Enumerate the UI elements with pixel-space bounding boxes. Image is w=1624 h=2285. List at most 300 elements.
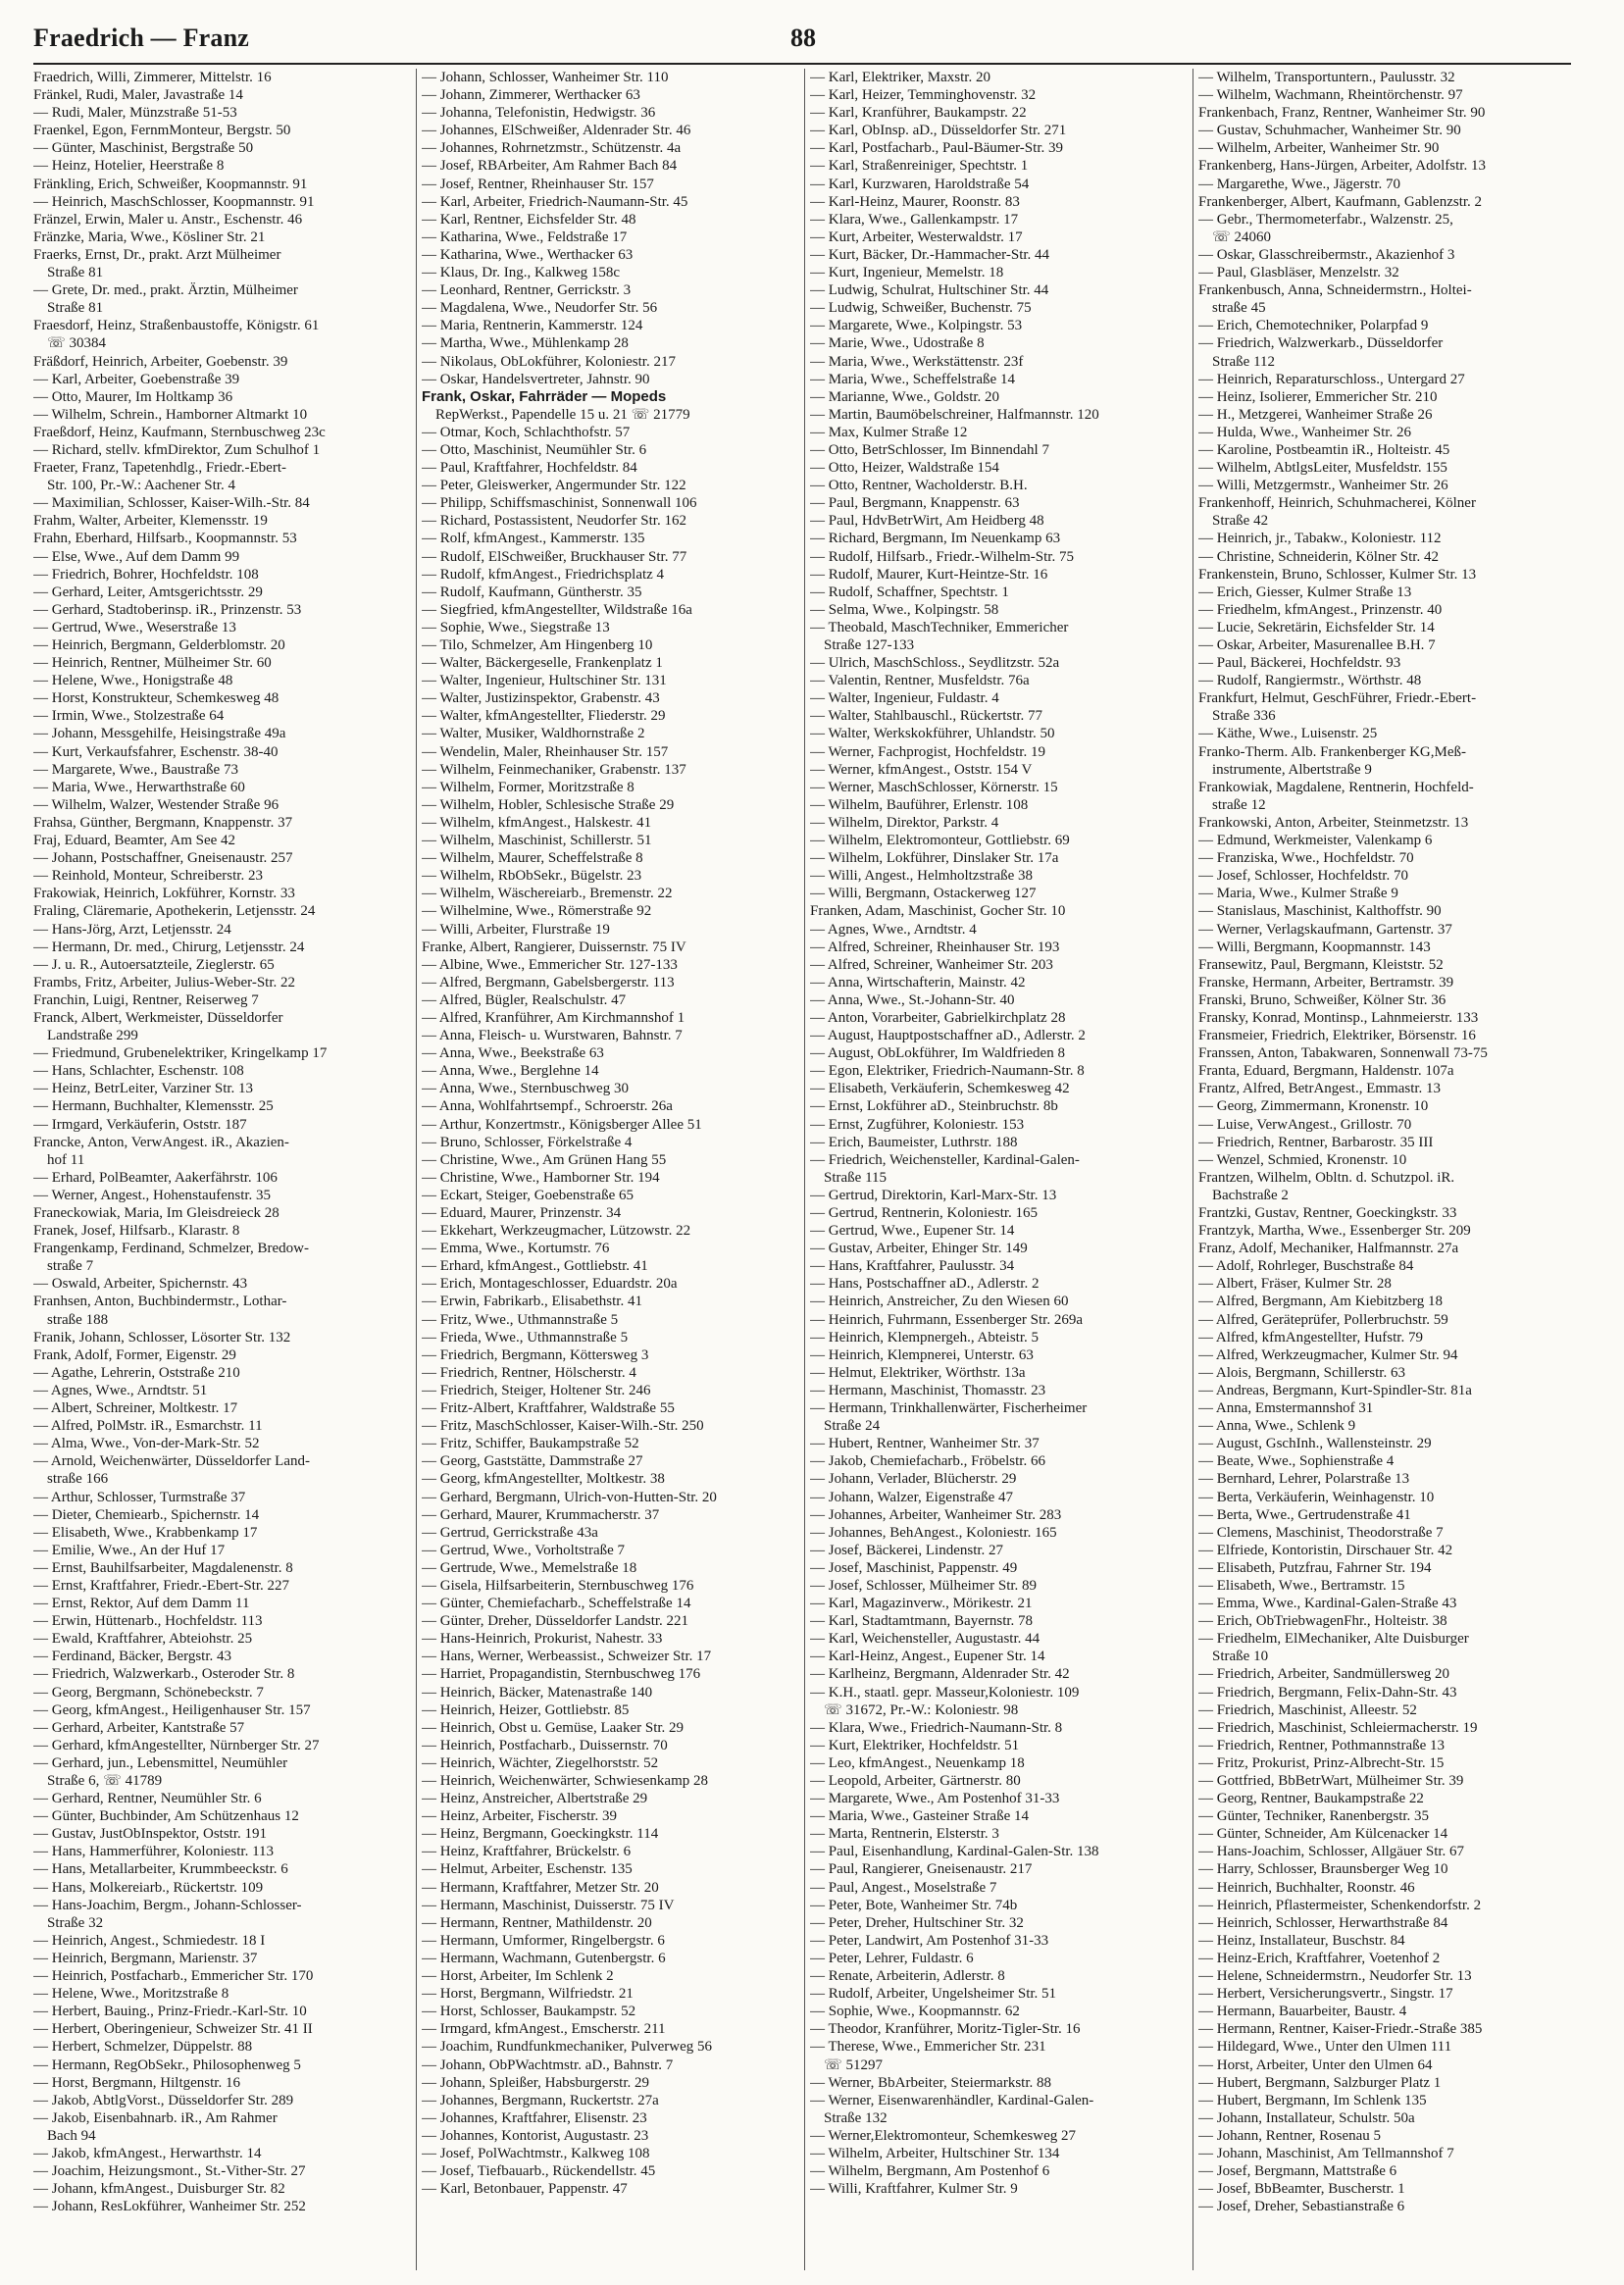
directory-entry: — Maria, Wwe., Scheffelstraße 14 [810, 371, 1015, 387]
directory-entry: — Heinrich, Klempnerei, Unterstr. 63 [810, 1346, 1034, 1363]
directory-entry: — Ferdinand, Bäcker, Bergstr. 43 [33, 1649, 232, 1665]
directory-entry: — Peter, Lehrer, Fuldastr. 6 [810, 1950, 974, 1966]
directory-entry: — Heinz, Hotelier, Heerstraße 8 [33, 158, 225, 175]
directory-entry: — Paul, HdvBetrWirt, Am Heidberg 48 [810, 513, 1044, 530]
directory-entry: — Johannes, Kraftfahrer, Elisenstr. 23 [422, 2109, 647, 2126]
entry-continuation: ☏ 24060 [1212, 228, 1272, 245]
directory-entry: — Gustav, JustObInspektor, Oststr. 191 [33, 1826, 268, 1843]
directory-entry: — Josef, Schlosser, Mülheimer Str. 89 [810, 1577, 1038, 1594]
directory-entry: — Günter, Dreher, Düsseldorfer Landstr. 221 [422, 1613, 689, 1630]
directory-entry: — Walter, Musiker, Waldhornstraße 2 [422, 726, 645, 742]
directory-entry: — Hans-Heinrich, Prokurist, Nahestr. 33 [422, 1631, 663, 1648]
directory-entry: — Gertrude, Wwe., Memelstraße 18 [422, 1559, 637, 1576]
directory-entry: — Hermann, Kraftfahrer, Metzer Str. 20 [422, 1879, 659, 1896]
directory-entry: — Karl, Arbeiter, Friedrich-Naumann-Str. 45 [422, 193, 688, 210]
directory-entry: — Peter, Gleiswerker, Angermunder Str. 122 [422, 478, 686, 494]
directory-entry: — Ernst, Kraftfahrer, Friedr.-Ebert-Str. 227 [33, 1577, 289, 1594]
directory-entry: — Anton, Vorarbeiter, Gabrielkirchplatz 28 [810, 1009, 1066, 1026]
directory-entry: Frankowiak, Magdalene, Rentnerin, Hochfeld- [1198, 779, 1474, 795]
directory-entry: — Anna, Emstermannshof 31 [1198, 1400, 1374, 1417]
directory-entry: — Ewald, Kraftfahrer, Abteiohstr. 25 [33, 1631, 253, 1648]
directory-entry: — K.H., staatl. gepr. Masseur,Koloniestr. 109 [810, 1684, 1080, 1701]
directory-entry: — Anna, Wwe., Sternbuschweg 30 [422, 1081, 629, 1097]
directory-entry: — Gertrud, Wwe., Eupener Str. 14 [810, 1223, 1015, 1240]
directory-entry: — Heinrich, Angest., Schmiedestr. 18 I [33, 1932, 266, 1949]
directory-entry: — Gertrud, Wwe., Weserstraße 13 [33, 619, 236, 635]
directory-entry: Frantzyk, Martha, Wwe., Essenberger Str. 209 [1198, 1223, 1471, 1240]
directory-entry: — Karl-Heinz, Angest., Eupener Str. 14 [810, 1649, 1045, 1665]
directory-entry: — Peter, Landwirt, Am Postenhof 31-33 [810, 1932, 1049, 1949]
directory-entry: — Josef, Schlosser, Hochfeldstr. 70 [1198, 868, 1408, 885]
directory-entry: — H., Metzgerei, Wanheimer Straße 26 [1198, 406, 1433, 423]
directory-entry: — Georg, kfmAngest., Heiligenhauser Str. 157 [33, 1701, 311, 1718]
directory-entry: — Jakob, AbtlgVorst., Düsseldorfer Str. 289 [33, 2092, 294, 2108]
directory-entry: — Erich, Baumeister, Luthrstr. 188 [810, 1134, 1018, 1150]
directory-entry: — Rudi, Maler, Münzstraße 51-53 [33, 105, 237, 122]
directory-entry: — Richard, Bergmann, Im Neuenkamp 63 [810, 531, 1061, 547]
entry-continuation: straße 7 [47, 1258, 94, 1275]
directory-entry: — Wilhelm, Walzer, Westender Straße 96 [33, 796, 279, 813]
directory-entry: — Kurt, Arbeiter, Westerwaldstr. 17 [810, 228, 1023, 245]
directory-entry: — Karl, Heizer, Temminghovenstr. 32 [810, 87, 1037, 104]
directory-entry: Franko-Therm. Alb. Frankenberger KG,Meß- [1198, 743, 1466, 760]
directory-entry: — Erich, Montageschlosser, Eduardstr. 20a [422, 1276, 678, 1293]
directory-entry: — Friedrich, Steiger, Holtener Str. 246 [422, 1382, 651, 1398]
directory-entry: — Josef, Bergmann, Mattstraße 6 [1198, 2163, 1397, 2180]
directory-entry: — Peter, Dreher, Hultschiner Str. 32 [810, 1914, 1024, 1931]
directory-entry: — Margarete, Wwe., Kolpingstr. 53 [810, 318, 1023, 334]
directory-entry: — Grete, Dr. med., prakt. Ärztin, Mülheimer [33, 282, 298, 299]
directory-entry: — Gisela, Hilfsarbeiterin, Sternbuschweg 176 [422, 1577, 694, 1594]
directory-entry: — Oskar, Handelsvertreter, Jahnstr. 90 [422, 371, 650, 387]
entry-continuation: Straße 81 [47, 300, 104, 317]
directory-entry: — Günter, Techniker, Ranenbergstr. 35 [1198, 1808, 1430, 1825]
directory-entry: — Heinz, Installateur, Buschstr. 84 [1198, 1932, 1405, 1949]
directory-entry: — Gertrud, Gerrickstraße 43a [422, 1524, 598, 1541]
directory-entry: — Ernst, Zugführer, Koloniestr. 153 [810, 1116, 1025, 1133]
directory-entry: — Anna, Wwe., Berglehne 14 [422, 1063, 599, 1080]
directory-entry: — Leonhard, Rentner, Gerrickstr. 3 [422, 282, 632, 299]
directory-entry: — Georg, Gaststätte, Dammstraße 27 [422, 1453, 643, 1470]
directory-entry: — Otto, Rentner, Wacholderstr. B.H. [810, 478, 1028, 494]
directory-entry: — Gerhard, Stadtoberinsp. iR., Prinzenstr. 53 [33, 601, 302, 618]
directory-entry: — Anna, Wohlfahrtsempf., Schroerstr. 26a [422, 1098, 673, 1115]
directory-entry: — Oswald, Arbeiter, Spichernstr. 43 [33, 1276, 248, 1293]
directory-entry: — Christine, Wwe., Am Grünen Hang 55 [422, 1151, 667, 1168]
directory-entry: — Heinrich, Rentner, Mülheimer Str. 60 [33, 655, 272, 672]
directory-entry: — Fritz-Albert, Kraftfahrer, Waldstraße 55 [422, 1400, 675, 1417]
directory-entry: — Wilhelm, Maurer, Scheffelstraße 8 [422, 850, 643, 867]
directory-entry: — Valentin, Rentner, Musfeldstr. 76a [810, 673, 1030, 689]
directory-entry: Fransky, Konrad, Montinsp., Lahnmeierstr. 133 [1198, 1009, 1479, 1026]
directory-entry: — Hermann, Rentner, Mathildenstr. 20 [422, 1914, 652, 1931]
directory-entry: — Hans, Molkereiarb., Rückertstr. 109 [33, 1879, 264, 1896]
directory-entry: — Johann, Messgehilfe, Heisingstraße 49a [33, 726, 286, 742]
directory-entry: — Hans-Joachim, Schlosser, Allgäuer Str. 67 [1198, 1844, 1465, 1860]
directory-entry: — Gerhard, Maurer, Krummacherstr. 37 [422, 1506, 660, 1523]
directory-entry: — Helene, Schneidermstrn., Neudorfer Str. 13 [1198, 1968, 1472, 1985]
directory-entry: — Erich, Chemotechniker, Polarpfad 9 [1198, 318, 1429, 334]
directory-entry: — Agnes, Wwe., Arndtstr. 51 [33, 1382, 208, 1398]
directory-entry: — Karl, ObInsp. aD., Düsseldorfer Str. 271 [810, 123, 1067, 139]
directory-entry: — Erhard, PolBeamter, Aakerfährstr. 106 [33, 1169, 278, 1186]
directory-entry: — Karl, Straßenreiniger, Spechtstr. 1 [810, 158, 1029, 175]
entry-continuation: Straße 81 [47, 265, 104, 281]
directory-entry: — Agnes, Wwe., Arndtstr. 4 [810, 921, 977, 938]
directory-entry: — Oskar, Glasschreibermstr., Akazienhof 3 [1198, 246, 1455, 263]
directory-entry: Frantz, Alfred, BetrAngest., Emmastr. 13 [1198, 1081, 1442, 1097]
directory-entry: — Wilhelm, Elektromonteur, Gottliebstr. 69 [810, 833, 1070, 849]
directory-entry: — Heinrich, Postfacharb., Duissernstr. 70 [422, 1737, 668, 1753]
directory-entry: — Jakob, Chemiefacharb., Fröbelstr. 66 [810, 1453, 1045, 1470]
directory-entry: — Johann, Schlosser, Wanheimer Str. 110 [422, 70, 669, 85]
directory-entry: — Christine, Wwe., Hamborner Str. 194 [422, 1169, 660, 1186]
directory-entry: — Werner, Fachprogist, Hochfeldstr. 19 [810, 743, 1045, 760]
directory-entry: — Günter, Buchbinder, Am Schützenhaus 12 [33, 1808, 299, 1825]
directory-entry: Frankenberg, Hans-Jürgen, Arbeiter, Adolfstr. 13 [1198, 158, 1486, 175]
directory-entry: — Marianne, Wwe., Goldstr. 20 [810, 388, 1000, 405]
directory-entry: — Hans, Postschaffner aD., Adlerstr. 2 [810, 1276, 1040, 1293]
directory-entry: — Friedrich, Walzwerkarb., Düsseldorfer [1198, 335, 1444, 352]
directory-entry: Franke, Albert, Rangierer, Duissernstr. 75 IV [422, 939, 686, 955]
directory-entry: — Irmin, Wwe., Stolzestraße 64 [33, 708, 225, 725]
directory-entry: — Bernhard, Lehrer, Polarstraße 13 [1198, 1471, 1410, 1488]
directory-entry: — Willi, Bergmann, Koopmannstr. 143 [1198, 939, 1431, 955]
directory-entry: Fraesdorf, Heinz, Straßenbaustoffe, Königstr. 61 [33, 318, 320, 334]
directory-entry: — Werner,Elektromonteur, Schemkesweg 27 [810, 2127, 1076, 2144]
directory-entry: — Georg, Rentner, Baukampstraße 22 [1198, 1791, 1424, 1807]
directory-entry: — Wilhelm, Bergmann, Am Postenhof 6 [810, 2163, 1050, 2180]
directory-entry: — Wilhelm, AbtlgsLeiter, Musfeldstr. 155 [1198, 460, 1447, 477]
directory-entry: Franchin, Luigi, Rentner, Reiserweg 7 [33, 991, 259, 1008]
directory-entry: — Friedrich, Weichensteller, Kardinal-Galen- [810, 1151, 1080, 1168]
directory-entry: — Walter, Ingenieur, Fuldastr. 4 [810, 690, 999, 707]
directory-entry: — Friedrich, Rentner, Hölscherstr. 4 [422, 1364, 636, 1381]
directory-entry: Frankfurt, Helmut, GeschFührer, Friedr.-Ebert- [1198, 690, 1477, 707]
directory-entry: — Dieter, Chemiearb., Spichernstr. 14 [33, 1506, 260, 1523]
directory-entry: — Johanna, Telefonistin, Hedwigstr. 36 [422, 105, 656, 122]
directory-entry: — Karlheinz, Bergmann, Aldenrader Str. 42 [810, 1666, 1070, 1683]
directory-entry: — Beate, Wwe., Sophienstraße 4 [1198, 1453, 1395, 1470]
directory-entry: — Günter, Chemiefacharb., Scheffelstraße 14 [422, 1596, 691, 1612]
directory-entry: — Günter, Maschinist, Bergstraße 50 [33, 140, 254, 157]
directory-entry: — Willi, Metzgermstr., Wanheimer Str. 26 [1198, 478, 1448, 494]
directory-entry: Franken, Adam, Maschinist, Gocher Str. 10 [810, 903, 1066, 920]
directory-entry: Fraeter, Franz, Tapetenhdlg., Friedr.-Ebert- [33, 460, 286, 477]
directory-entry: — Fritz, Schiffer, Baukampstraße 52 [422, 1436, 639, 1452]
directory-entry: — Arthur, Konzertmstr., Königsberger Allee 51 [422, 1116, 702, 1133]
directory-entry: — Kurt, Ingenieur, Memelstr. 18 [810, 265, 1004, 281]
directory-entry: — Günter, Schneider, Am Külcenacker 14 [1198, 1826, 1448, 1843]
directory-entry: — Hermann, Bauarbeiter, Baustr. 4 [1198, 2004, 1407, 2020]
directory-entry: — Rudolf, Maurer, Kurt-Heintze-Str. 16 [810, 566, 1048, 583]
directory-entry: — Heinrich, Heizer, Gottliebstr. 85 [422, 1701, 630, 1718]
directory-entry: — Hermann, Buchhalter, Klemensstr. 25 [33, 1098, 274, 1115]
directory-entry: Frambs, Fritz, Arbeiter, Julius-Weber-Str. 22 [33, 974, 296, 990]
directory-entry: — Rudolf, Hilfsarb., Friedr.-Wilhelm-Str. 75 [810, 548, 1074, 565]
directory-entry: — Hans, Schlachter, Eschenstr. 108 [33, 1063, 244, 1080]
directory-entry: — Albert, Schreiner, Moltkestr. 17 [33, 1400, 238, 1417]
directory-entry: — Gerhard, Bergmann, Ulrich-von-Hutten-Str. 20 [422, 1489, 717, 1505]
entry-continuation: ☏ 51297 [824, 2056, 884, 2073]
entry-continuation: Straße 336 [1212, 708, 1276, 725]
directory-entry: — Hans, Kraftfahrer, Paulusstr. 34 [810, 1258, 1015, 1275]
directory-entry: — Johannes, Arbeiter, Wanheimer Str. 283 [810, 1506, 1062, 1523]
directory-entry: — Alfred, Geräteprüfer, Pollerbruchstr. 59 [1198, 1311, 1448, 1328]
directory-entry: — Otto, Heizer, Waldstraße 154 [810, 460, 999, 477]
directory-entry: — Magdalena, Wwe., Neudorfer Str. 56 [422, 300, 658, 317]
directory-entry: — Ludwig, Schweißer, Buchenstr. 75 [810, 300, 1032, 317]
directory-entry: — Ludwig, Schulrat, Hultschiner Str. 44 [810, 282, 1049, 299]
directory-entry: — Georg, Zimmermann, Kronenstr. 10 [1198, 1098, 1429, 1115]
directory-entry: — Werner, Angest., Hohenstaufenstr. 35 [33, 1187, 272, 1203]
directory-entry: — Theobald, MaschTechniker, Emmericher [810, 619, 1069, 635]
directory-entry: — Luise, VerwAngest., Grillostr. 70 [1198, 1116, 1412, 1133]
directory-entry: — Heinrich, Buchhalter, Roonstr. 46 [1198, 1879, 1415, 1896]
directory-entry: — Wilhelm, Wachmann, Rheintörchenstr. 97 [1198, 87, 1463, 104]
directory-entry: — Hans, Metallarbeiter, Krummbeeckstr. 6 [33, 1861, 288, 1878]
directory-entry: — Herbert, Versicherungsvertr., Singstr. 17 [1198, 1986, 1453, 2003]
directory-entry: — Selma, Wwe., Kolpingstr. 58 [810, 601, 999, 618]
directory-entry: — Hans-Jörg, Arzt, Letjensstr. 24 [33, 921, 231, 938]
entry-continuation: Straße 24 [824, 1418, 881, 1435]
directory-entry: — Johann, Maschinist, Am Tellmannshof 7 [1198, 2145, 1454, 2161]
directory-entry: — Johann, Postschaffner, Gneisenaustr. 257 [33, 850, 293, 867]
directory-entry: — Wilhelm, kfmAngest., Halskestr. 41 [422, 814, 652, 831]
directory-entry: — August, GschInh., Wallensteinstr. 29 [1198, 1436, 1432, 1452]
directory-entry: — Heinrich, Anstreicher, Zu den Wiesen 60 [810, 1294, 1069, 1310]
column-4 [1198, 69, 1577, 2275]
directory-entry: — Johann, kfmAngest., Duisburger Str. 82 [33, 2181, 285, 2198]
directory-entry: — Friedhelm, ElMechaniker, Alte Duisburger [1198, 1631, 1469, 1648]
directory-entry: — Kurt, Elektriker, Hochfeldstr. 51 [810, 1737, 1020, 1753]
directory-entry: — Hermann, RegObSekr., Philosophenweg 5 [33, 2056, 301, 2073]
directory-entry: — Rudolf, Arbeiter, Ungelsheimer Str. 51 [810, 1986, 1057, 2003]
directory-entry: — Herbert, Bauing., Prinz-Friedr.-Karl-Str. 10 [33, 2004, 307, 2020]
directory-entry: — Friedrich, Bergmann, Köttersweg 3 [422, 1346, 649, 1363]
directory-entry: — Walter, Stahlbauschl., Rückertstr. 77 [810, 708, 1043, 725]
directory-entry: — Alfred, Schreiner, Wanheimer Str. 203 [810, 956, 1053, 973]
directory-entry: — Margarethe, Wwe., Jägerstr. 70 [1198, 176, 1401, 192]
directory-entry: — Karl, Kranführer, Baukampstr. 22 [810, 105, 1027, 122]
directory-entry: — Wenzel, Schmied, Kronenstr. 10 [1198, 1151, 1407, 1168]
directory-entry: — Hermann, Wachmann, Gutenbergstr. 6 [422, 1950, 666, 1966]
directory-entry: — Wilhelm, Schrein., Hamborner Altmarkt 10 [33, 406, 308, 423]
directory-entry: — Gertrud, Rentnerin, Koloniestr. 165 [810, 1205, 1039, 1221]
directory-entry: — Rudolf, Kaufmann, Güntherstr. 35 [422, 584, 642, 600]
directory-entry: — Emilie, Wwe., An der Huf 17 [33, 1542, 226, 1558]
directory-entry: — Arnold, Weichenwärter, Düsseldorfer Land- [33, 1453, 310, 1470]
directory-entry: — Heinrich, Obst u. Gemüse, Laaker Str. 29 [422, 1719, 685, 1736]
column-3 [810, 69, 1189, 2275]
directory-entry: — Marta, Rentnerin, Elsterstr. 3 [810, 1826, 999, 1843]
directory-entry: — Wilhelm, Bauführer, Erlenstr. 108 [810, 796, 1029, 813]
directory-entry: Frahn, Eberhard, Hilfsarb., Koopmannstr. 53 [33, 531, 297, 547]
directory-entry: Franhsen, Anton, Buchbindermstr., Lothar- [33, 1294, 287, 1310]
directory-entry: Frantzki, Gustav, Rentner, Goeckingkstr. 33 [1198, 1205, 1457, 1221]
directory-entry: — Clemens, Maschinist, Theodorstraße 7 [1198, 1524, 1444, 1541]
entry-continuation: Str. 100, Pr.-W.: Aachener Str. 4 [47, 478, 235, 494]
directory-entry: Frankowski, Anton, Arbeiter, Steinmetzstr. 13 [1198, 814, 1469, 831]
directory-entry: — Johann, Spleißer, Habsburgerstr. 29 [422, 2074, 650, 2091]
directory-entry: — Rolf, kfmAngest., Kammerstr. 135 [422, 531, 645, 547]
directory-entry: Frakowiak, Heinrich, Lokführer, Kornstr. 33 [33, 886, 295, 902]
directory-entry: Fraeßdorf, Heinz, Kaufmann, Sternbuschweg 23c [33, 424, 326, 440]
column-divider [416, 69, 417, 2270]
directory-entry: — Anna, Fleisch- u. Wurstwaren, Bahnstr. 7 [422, 1028, 683, 1044]
directory-entry: — Horst, Bergmann, Wilfriedstr. 21 [422, 1986, 634, 2003]
directory-entry: — Reinhold, Monteur, Schreiberstr. 23 [33, 868, 263, 885]
directory-entry: — Otto, Maurer, Im Holtkamp 36 [33, 388, 233, 405]
directory-entry: — Gerhard, Rentner, Neumühler Str. 6 [33, 1791, 262, 1807]
directory-entry: — Heinrich, jr., Tabakw., Koloniestr. 112 [1198, 531, 1442, 547]
directory-entry: — Friedrich, Maschinist, Schleiermacherstr. 19 [1198, 1719, 1478, 1736]
directory-entry: — Willi, Bergmann, Ostackerweg 127 [810, 886, 1037, 902]
directory-entry: Fränkel, Rudi, Maler, Javastraße 14 [33, 87, 243, 104]
directory-entry: — Gerhard, kfmAngestellter, Nürnberger Str. 27 [33, 1737, 320, 1753]
directory-entry: — Ernst, Bauhilfsarbeiter, Magdalenenstr. 8 [33, 1559, 293, 1576]
directory-entry: — Gerhard, Leiter, Amtsgerichtsstr. 29 [33, 584, 263, 600]
directory-entry: Franz, Adolf, Mechaniker, Halfmannstr. 27a [1198, 1241, 1459, 1257]
directory-entry: — Karl, Elektriker, Maxstr. 20 [810, 70, 990, 85]
directory-entry: — Heinrich, Fuhrmann, Essenberger Str. 269a [810, 1311, 1084, 1328]
directory-entry: — Kurt, Verkaufsfahrer, Eschenstr. 38-40 [33, 743, 279, 760]
directory-entry: — Frieda, Wwe., Uthmannstraße 5 [422, 1329, 629, 1346]
directory-entry: — Heinrich, Schlosser, Herwarthstraße 84 [1198, 1914, 1448, 1931]
directory-entry: — Nikolaus, ObLokführer, Koloniestr. 217 [422, 353, 676, 370]
directory-entry: — Josef, PolWachtmstr., Kalkweg 108 [422, 2145, 650, 2161]
directory-entry: — Johann, ResLokführer, Wanheimer Str. 252 [33, 2199, 306, 2215]
directory-entry: — Ulrich, MaschSchloss., Seydlitzstr. 52a [810, 655, 1060, 672]
directory-entry: — Maria, Wwe., Herwarthstraße 60 [33, 779, 245, 795]
directory-entry: — Rudolf, ElSchweißer, Bruckhauser Str. 77 [422, 548, 687, 565]
directory-entry: — Erwin, Fabrikarb., Elisabethstr. 41 [422, 1294, 642, 1310]
directory-entry: — Willi, Kraftfahrer, Kulmer Str. 9 [810, 2181, 1018, 2198]
directory-entry: — Else, Wwe., Auf dem Damm 99 [33, 548, 240, 565]
directory-entry: — Klara, Wwe., Gallenkampstr. 17 [810, 211, 1019, 228]
entry-continuation: Straße 115 [824, 1169, 888, 1186]
directory-entry: — Berta, Verkäuferin, Weinhagenstr. 10 [1198, 1489, 1435, 1505]
directory-entry: — Horst, Bergmann, Hiltgenstr. 16 [33, 2074, 240, 2091]
directory-entry: — Heinz, Arbeiter, Fischerstr. 39 [422, 1808, 617, 1825]
directory-entry: — Gustav, Arbeiter, Ehinger Str. 149 [810, 1241, 1028, 1257]
directory-entry: Franta, Eduard, Bergmann, Haldenstr. 107a [1198, 1063, 1454, 1080]
directory-entry: — Wilhelm, Hobler, Schlesische Straße 29 [422, 796, 675, 813]
directory-entry: — Karl, Stadtamtmann, Bayernstr. 78 [810, 1613, 1034, 1630]
directory-entry: — Werner, Eisenwarenhändler, Kardinal-Galen- [810, 2092, 1094, 2108]
directory-entry: — Otto, Maschinist, Neumühler Str. 6 [422, 441, 647, 458]
directory-entry: — Rudolf, Schaffner, Spechtstr. 1 [810, 584, 1009, 600]
directory-entry: — Georg, kfmAngestellter, Moltkestr. 38 [422, 1471, 665, 1488]
directory-entry: Fraerks, Ernst, Dr., prakt. Arzt Mülheimer [33, 246, 281, 263]
directory-entry: — Hubert, Bergmann, Salzburger Platz 1 [1198, 2074, 1442, 2091]
directory-entry: — Karl-Heinz, Maurer, Roonstr. 83 [810, 193, 1020, 210]
directory-entry: Franek, Josef, Hilfsarb., Klarastr. 8 [33, 1223, 240, 1240]
directory-entry: — Klaus, Dr. Ing., Kalkweg 158c [422, 265, 621, 281]
directory-entry: — Erich, Giesser, Kulmer Straße 13 [1198, 584, 1412, 600]
directory-entry: — Irmgard, kfmAngest., Emscherstr. 211 [422, 2021, 666, 2038]
entry-continuation: straße 12 [1212, 796, 1266, 813]
directory-entry: — Ernst, Lokführer aD., Steinbruchstr. 8b [810, 1098, 1058, 1115]
directory-entry: — Oskar, Arbeiter, Masurenallee B.H. 7 [1198, 637, 1436, 653]
directory-entry: — Eduard, Maurer, Prinzenstr. 34 [422, 1205, 622, 1221]
directory-entry: — Johann, Walzer, Eigenstraße 47 [810, 1489, 1014, 1505]
directory-entry: — Paul, Rangierer, Gneisenaustr. 217 [810, 1861, 1033, 1878]
directory-entry: — Paul, Bergmann, Knappenstr. 63 [810, 495, 1020, 512]
directory-entry: — Johannes, Bergmann, Ruckertstr. 27a [422, 2092, 659, 2108]
directory-entry: — Johannes, BehAngest., Koloniestr. 165 [810, 1524, 1057, 1541]
directory-entry: — Wilhelm, Maschinist, Schillerstr. 51 [422, 833, 652, 849]
entry-continuation: straße 188 [47, 1311, 109, 1328]
entry-continuation: hof 11 [47, 1151, 85, 1168]
directory-entry: — Friedhelm, kfmAngest., Prinzenstr. 40 [1198, 601, 1443, 618]
directory-entry: — Heinrich, Pflastermeister, Schenkendorfstr. 2 [1198, 1897, 1482, 1913]
directory-entry: — Alfred, Werkzeugmacher, Kulmer Str. 94 [1198, 1346, 1458, 1363]
directory-entry: — Therese, Wwe., Emmericher Str. 231 [810, 2039, 1046, 2056]
directory-entry: — Friedrich, Bohrer, Hochfeldstr. 108 [33, 566, 259, 583]
entry-continuation: straße 45 [1212, 300, 1266, 317]
directory-entry: — Alfred, Bügler, Realschulstr. 47 [422, 991, 627, 1008]
directory-entry: — Anna, Wwe., St.-Johann-Str. 40 [810, 991, 1015, 1008]
directory-entry: — Siegfried, kfmAngestellter, Wildstraße 16a [422, 601, 692, 618]
directory-entry: — Elfriede, Kontoristin, Dirschauer Str. 42 [1198, 1542, 1453, 1558]
directory-entry: — Irmgard, Verkäuferin, Oststr. 187 [33, 1116, 247, 1133]
directory-entry: Frahsa, Günther, Bergmann, Knappenstr. 37 [33, 814, 293, 831]
directory-entry: — Joachim, Rundfunkmechaniker, Pulverweg 56 [422, 2039, 713, 2056]
directory-entry: — Karl, Postfacharb., Paul-Bäumer-Str. 39 [810, 140, 1063, 157]
directory-entry: — Edmund, Werkmeister, Valenkamp 6 [1198, 833, 1433, 849]
directory-entry: — Josef, RBArbeiter, Am Rahmer Bach 84 [422, 158, 678, 175]
entry-continuation: Straße 10 [1212, 1649, 1269, 1665]
directory-entry: — Alfred, PolMstr. iR., Esmarchstr. 11 [33, 1418, 263, 1435]
directory-entry: — Käthe, Wwe., Luisenstr. 25 [1198, 726, 1378, 742]
directory-entry: — Gustav, Schuhmacher, Wanheimer Str. 90 [1198, 123, 1461, 139]
directory-entry: — Johannes, ElSchweißer, Aldenrader Str. 46 [422, 123, 691, 139]
directory-entry: — Hans-Joachim, Bergm., Johann-Schlosser- [33, 1897, 302, 1913]
directory-entry: Frankenbusch, Anna, Schneidermstrn., Holtei- [1198, 282, 1472, 299]
directory-entry: — Elisabeth, Putzfrau, Fahrner Str. 194 [1198, 1559, 1432, 1576]
directory-entry: Fraenkel, Egon, FernmMonteur, Bergstr. 50 [33, 123, 291, 139]
directory-entry: — Emma, Wwe., Kortumstr. 76 [422, 1241, 610, 1257]
directory-entry: — Richard, stellv. kfmDirektor, Zum Schulhof 1 [33, 441, 321, 458]
directory-entry: — Josef, Rentner, Rheinhauser Str. 157 [422, 176, 654, 192]
entry-continuation: Bachstraße 2 [1212, 1187, 1289, 1203]
directory-entry: — Egon, Elektriker, Friedrich-Naumann-Str. 8 [810, 1063, 1085, 1080]
directory-entry: — Friedrich, Arbeiter, Sandmüllersweg 20 [1198, 1666, 1450, 1683]
directory-entry: — Gerhard, jun., Lebensmittel, Neumühler [33, 1754, 288, 1771]
directory-entry: — Alois, Bergmann, Schillerstr. 63 [1198, 1364, 1405, 1381]
directory-entry: — Maria, Wwe., Werkstättenstr. 23f [810, 353, 1024, 370]
directory-entry: — Elisabeth, Wwe., Krabbenkamp 17 [33, 1524, 258, 1541]
directory-entry: — Rudolf, kfmAngest., Friedrichsplatz 4 [422, 566, 665, 583]
directory-entry: — Elisabeth, Verkäuferin, Schemkesweg 42 [810, 1081, 1070, 1097]
directory-entry: — Fritz, Wwe., Uthmannstraße 5 [422, 1311, 619, 1328]
directory-entry: — Erwin, Hüttenarb., Hochfeldstr. 113 [33, 1613, 263, 1630]
directory-entry: — Paul, Kraftfahrer, Hochfeldstr. 84 [422, 460, 637, 477]
entry-continuation: ☏ 30384 [47, 335, 107, 352]
directory-entry: — Christine, Schneiderin, Kölner Str. 42 [1198, 548, 1439, 565]
directory-entry: — Willi, Angest., Helmholtzstraße 38 [810, 868, 1034, 885]
directory-entry: — Alfred, Bergmann, Gabelsbergerstr. 113 [422, 974, 675, 990]
directory-entry: Frantzen, Wilhelm, Obltn. d. Schutzpol. iR. [1198, 1169, 1455, 1186]
page-header [33, 22, 1591, 61]
directory-entry: — Johann, Installateur, Schulstr. 50a [1198, 2109, 1415, 2126]
directory-entry: — Jakob, Eisenbahnarb. iR., Am Rahmer [33, 2109, 278, 2126]
directory-entry: — Heinz, Anstreicher, Albertstraße 29 [422, 1791, 648, 1807]
directory-entry: — Josef, Tiefbauarb., Rückendellstr. 45 [422, 2163, 656, 2180]
directory-entry: Frahm, Walter, Arbeiter, Klemensstr. 19 [33, 513, 268, 530]
directory-entry: — Heinrich, Reparaturschloss., Untergard 27 [1198, 371, 1465, 387]
